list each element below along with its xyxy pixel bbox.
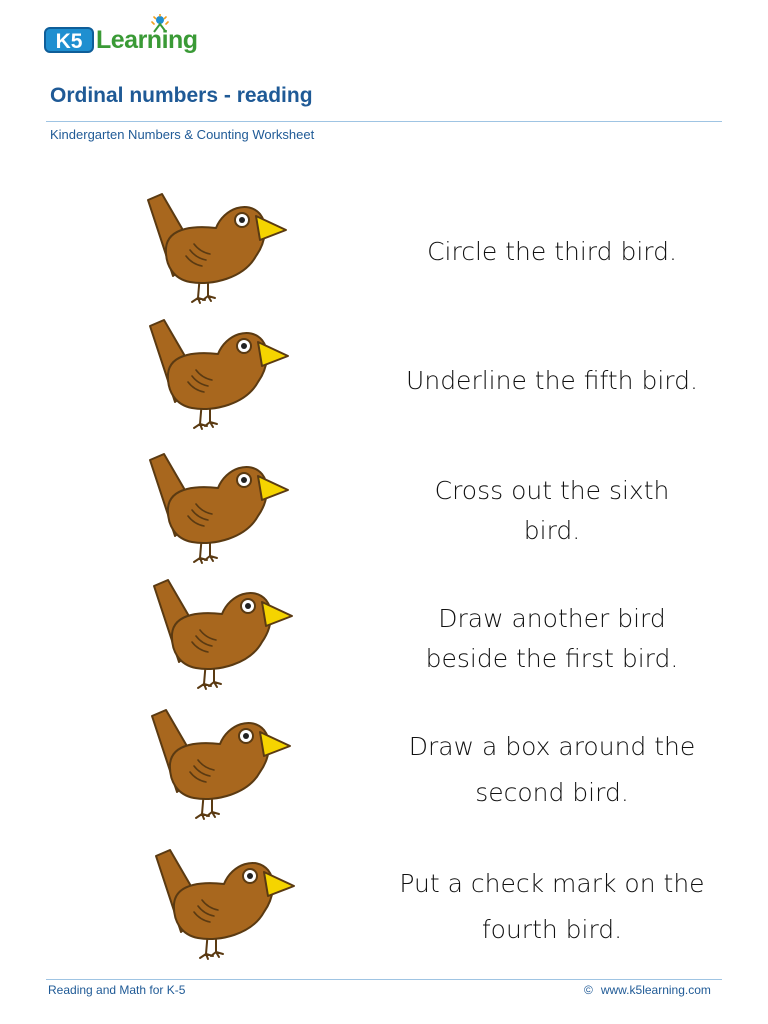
instruction-text: Cross out the sixth bird. — [434, 476, 670, 545]
copyright-symbol: © — [584, 983, 593, 997]
instruction-text: Draw another bird beside the first bird. — [425, 604, 679, 673]
bird-icon — [136, 842, 296, 962]
website-link[interactable]: www.k5learning.com — [600, 983, 711, 997]
instruction-text: Draw a box around the second bird. — [408, 732, 696, 807]
bird-icon — [132, 702, 292, 822]
instruction-text: Underline the fifth bird. — [406, 366, 698, 395]
logo-k5-badge: K5 — [44, 27, 94, 53]
logo-wordmark: Learning — [96, 26, 198, 54]
bird-icon — [128, 186, 288, 306]
worksheet-subtitle: Kindergarten Numbers & Counting Worksheet — [50, 127, 315, 142]
bird-icon — [134, 572, 294, 692]
bird-icon — [130, 446, 290, 566]
instruction-text: Circle the third bird. — [427, 237, 677, 266]
footer-divider — [46, 979, 722, 980]
footer-tagline: Reading and Math for K-5 — [48, 983, 186, 997]
instruction-text: Put a check mark on the fourth bird. — [399, 869, 705, 944]
logo-figure-icon — [144, 14, 176, 34]
footer-website — [584, 983, 711, 997]
page-title: Ordinal numbers - reading — [50, 84, 313, 107]
header-divider — [46, 121, 722, 122]
bird-icon — [130, 312, 290, 432]
